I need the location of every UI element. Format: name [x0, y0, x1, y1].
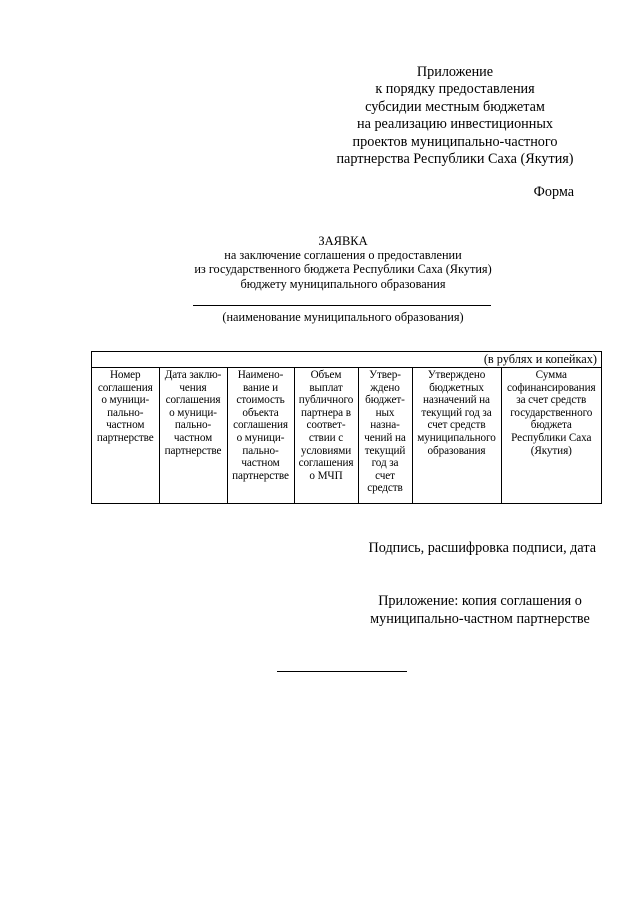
column-header-payment-volume: [294, 368, 358, 504]
column-header-line: соглашения: [165, 394, 221, 407]
column-header-line: назна-: [370, 419, 400, 432]
title-line: из государственного бюджета Республики Саха (Якутия): [194, 262, 492, 277]
column-header-line: назначений на: [423, 394, 490, 407]
column-header-agreement-number: [92, 368, 159, 504]
attachment-line: муниципально-частном партнерстве: [370, 611, 590, 627]
column-header-line: Дата заклю-: [164, 369, 222, 381]
column-header-line: государственного: [510, 406, 593, 419]
column-header-line: соглашения: [298, 457, 354, 470]
column-header-line: партнерстве: [232, 469, 289, 482]
title-main: ЗАЯВКА: [318, 234, 368, 248]
column-header-agreement-date: [159, 368, 227, 504]
column-header-line: соответ-: [306, 419, 346, 432]
column-header-line: Объем: [310, 369, 342, 381]
column-header-line: (Якутия): [530, 444, 572, 457]
appendix-line: на реализацию инвестиционных: [357, 116, 553, 133]
column-header-approved-allocations: [358, 368, 412, 504]
column-header-cofinancing-amount: [501, 368, 601, 504]
footnote-separator: [277, 671, 407, 672]
form-label: Форма: [533, 184, 574, 200]
column-header-line: о муници-: [101, 394, 150, 407]
column-header-line: Сумма: [535, 369, 567, 381]
column-header-line: пально-: [174, 419, 212, 432]
column-header-line: Республики Саха: [511, 431, 592, 444]
column-header-line: за счет средств: [516, 394, 587, 407]
municipality-name-line: [193, 305, 491, 306]
municipality-name-caption: (наименование муниципального образования): [222, 310, 464, 324]
column-header-municipal-allocations: [412, 368, 501, 504]
title-line: бюджету муниципального образования: [240, 276, 446, 291]
column-header-line: пально-: [107, 406, 144, 419]
column-header-line: ствии с: [308, 431, 344, 444]
column-header-line: публичного: [298, 394, 354, 407]
column-header-line: пально-: [242, 444, 279, 457]
column-header-line: муниципального: [417, 431, 496, 444]
column-header-line: соглашения: [97, 381, 153, 394]
attachment-note: [330, 592, 630, 628]
column-header-line: текущий: [364, 444, 406, 457]
column-header-line: партнерстве: [96, 431, 154, 444]
column-header-line: Утверждено: [427, 369, 486, 381]
document-title: [130, 234, 556, 291]
column-header-line: образования: [427, 444, 486, 457]
column-header-line: партнера в: [301, 406, 351, 419]
table-units: (в рублях и копейках): [92, 352, 601, 368]
appendix-line: проектов муниципально-частного: [352, 133, 558, 150]
appendix-header: [300, 64, 610, 168]
column-header-line: бюджетных: [429, 381, 484, 394]
application-table: [91, 351, 602, 504]
column-header-line: вание и: [242, 381, 279, 394]
column-header-line: бюджета: [530, 419, 572, 432]
appendix-line: партнерства Республики Саха (Якутия): [336, 151, 574, 168]
column-header-object-name-cost: [227, 368, 294, 504]
column-header-line: текущий год за: [421, 406, 492, 419]
column-header-line: о МЧП: [309, 469, 343, 482]
appendix-line: Приложение: [416, 64, 494, 80]
table-header-row: [92, 368, 601, 504]
column-header-line: Утвер-: [369, 369, 401, 381]
column-header-line: Наимено-: [237, 369, 284, 381]
column-header-line: условиями: [300, 444, 352, 457]
column-header-line: бюджет-: [365, 394, 405, 407]
column-header-line: частном: [241, 457, 280, 470]
column-header-line: ных: [375, 406, 395, 419]
attachment-line: Приложение: копия соглашения о: [378, 593, 582, 609]
column-header-line: год за: [371, 457, 399, 470]
column-header-line: частном: [173, 431, 213, 444]
column-header-line: софинансирования: [507, 381, 596, 394]
column-header-line: стоимость: [236, 394, 285, 407]
column-header-line: о муници-: [236, 431, 285, 444]
column-header-line: выплат: [309, 381, 343, 394]
column-header-line: счет средств: [427, 419, 486, 432]
appendix-line: субсидии местным бюджетам: [365, 98, 545, 115]
column-header-line: партнерстве: [164, 444, 222, 457]
appendix-line: к порядку предоставления: [375, 81, 535, 98]
column-header-line: чений на: [364, 431, 406, 444]
column-header-line: чения: [179, 381, 207, 394]
signature-line: Подпись, расшифровка подписи, дата: [368, 540, 596, 556]
column-header-line: частном: [106, 419, 145, 432]
column-header-line: средств: [367, 482, 403, 495]
title-line: на заключение соглашения о предоставлении: [224, 248, 462, 263]
column-header-line: Номер: [109, 369, 141, 381]
column-header-line: счет: [375, 469, 395, 482]
column-header-line: объекта: [242, 406, 279, 419]
column-header-line: соглашения: [233, 419, 288, 432]
column-header-line: ждено: [370, 381, 400, 394]
column-header-line: о муници-: [169, 406, 217, 419]
